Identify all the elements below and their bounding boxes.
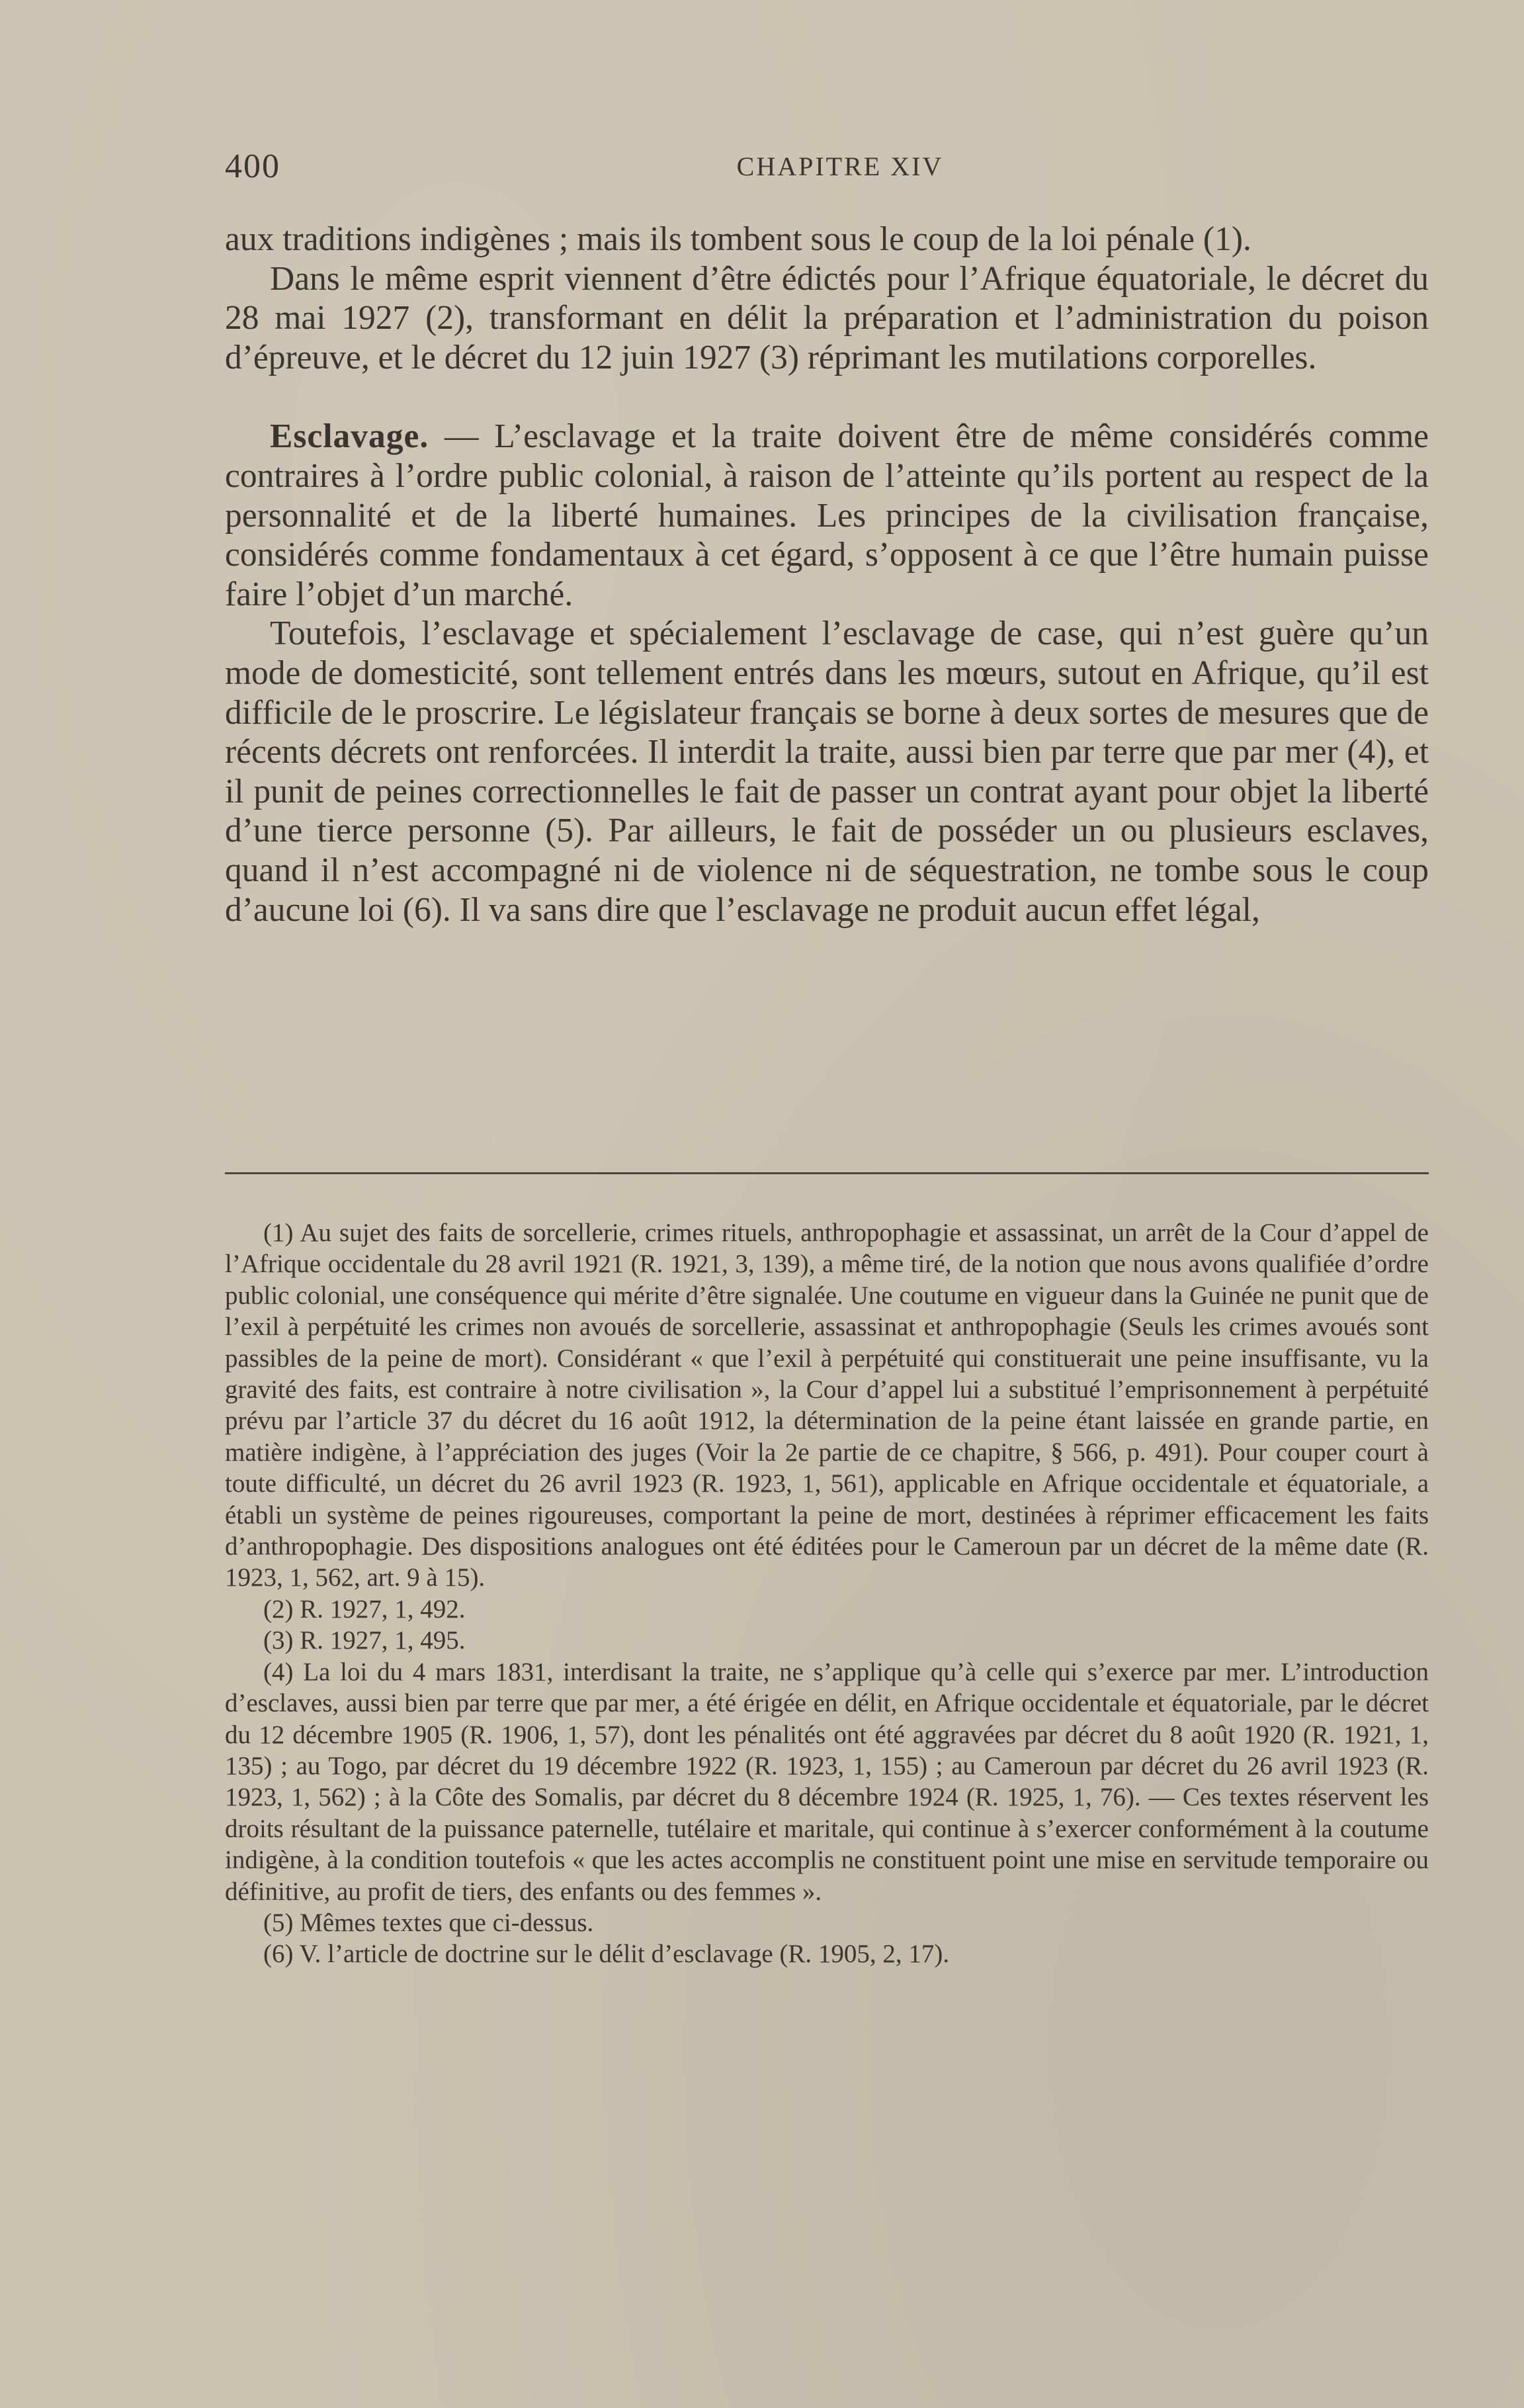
footnote-6: (6) V. l’article de doctrine sur le délit d’esclavage (R. 1905, 2, 17). — [263, 1940, 950, 1969]
footnote-2: (2) R. 1927, 1, 492. — [263, 1594, 466, 1623]
footnote-5: (5) Mêmes textes que ci-dessus. — [263, 1908, 594, 1937]
page-number: 400 — [225, 148, 280, 185]
section-heading-esclavage: Esclavage. — [270, 417, 429, 456]
main-text — [225, 220, 1429, 929]
running-title: CHAPITRE XIV — [736, 151, 944, 181]
footnote-3: (3) R. 1927, 1, 495. — [263, 1626, 466, 1655]
paragraph-esclavage-text: — L’esclavage et la traite doivent être de même considérés comme contraires à l’ordre public colonial, à raison de l’atteinte qu’ils portent au respect de la personnalité et de la liberté humaines. Les principes de la civilisation française, considérés comme fondamentaux à cet égard, s’opposent à ce que l’être humain puisse faire l’objet d’un marché. — [225, 417, 1429, 613]
paragraph-esclavage — [225, 417, 1429, 614]
footnote-4: (4) La loi du 4 mars 1831, interdisant la traite, ne s’applique qu’à celle qui s’exerce par mer. L’introduction d’esclaves, aussi bien par terre que par mer, a été érigée en délit, en Afrique occidentale et équatoriale, par le décret du 12 décembre 1905 (R. 1906, 1, 57), dont les pénalités ont été aggravées par décret du 8 août 1920 (R. 1921, 1, 135) ; au Togo, par décret du 19 décembre 1922 (R. 1923, 1, 155) ; au Cameroun par décret du 26 avril 1923 (R. 1923, 1, 562) ; à la Côte des Somalis, par décret du 8 décembre 1924 (R. 1925, 1, 76). — Ces textes réservent les droits résultant de la puissance paternelle, tutélaire et maritale, qui continue à s’exercer conformément à la coutume indigène, à la condition toutefois « que les actes accomplis ne constituent point une mise en servitude temporaire ou définitive, au profit de tiers, des enfants ou des femmes ». — [225, 1657, 1429, 1906]
page-header — [225, 147, 1429, 200]
footnotes — [225, 1217, 1429, 1970]
paragraph-equatorial-decrees: Dans le même esprit viennent d’être édictés pour l’Afrique équatoriale, le décret du 28 mai 1927 (2), transformant en délit la préparation et l’administration du poison d’épreuve, et le décret du 12 juin 1927 (3) réprimant les mutilations corporelles. — [225, 259, 1429, 376]
paragraph-continuation: aux traditions indigènes ; mais ils tombent sous le coup de la loi pénale (1). — [225, 220, 1251, 258]
footnote-1: (1) Au sujet des faits de sorcellerie, crimes rituels, anthropophagie et assassinat, un arrêt de la Cour d’appel de l’Afrique occidentale du 28 avril 1921 (R. 1921, 3, 139), a même tiré, de la notion que nous avons qualifiée d’ordre public colonial, une conséquence qui mérite d’être signalée. Une coutume en vigueur dans la Guinée ne punit que de l’exil à perpétuité les crimes non avoués de sorcellerie, assassinat et anthropophagie (Seuls les crimes avoués sont passibles de la peine de mort). Considérant « que l’exil à perpétuité qui constituerait une peine insuffisante, vu la gravité des faits, est contraire à notre civilisation », la Cour d’appel lui a substitué l’emprisonnement à perpétuité prévu par l’article 37 du décret du 16 août 1912, la détermination de la peine étant laissée en grande partie, en matière indigène, à l’appréciation des juges (Voir la 2e partie de ce chapitre, § 566, p. 491). Pour couper court à toute difficulté, un décret du 26 avril 1923 (R. 1923, 1, 561), applicable en Afrique occidentale et équatoriale, a établi un système de peines rigoureuses, comportant la peine de mort, destinées à réprimer efficacement les faits d’anthropophagie. Des dispositions analogues ont été éditées pour le Cameroun par un décret de la même date (R. 1923, 1, 562, art. 9 à 15). — [225, 1219, 1429, 1592]
footnote-separator — [225, 1172, 1429, 1174]
paragraph-toutefois: Toutefois, l’esclavage et spécialement l’esclavage de case, qui n’est guère qu’un mode de domesticité, sont tellement entrés dans les mœurs, sutout en Afrique, qu’il est difficile de le proscrire. Le législateur français se borne à deux sortes de mesures que de récents décrets ont renforcées. Il interdit la traite, aussi bien par terre que par mer (4), et il punit de peines correctionnelles le fait de passer un contrat ayant pour objet la liberté d’une tierce personne (5). Par ailleurs, le fait de posséder un ou plusieurs esclaves, quand il n’est accompagné ni de violence ni de séquestration, ne tombe sous le coup d’aucune loi (6). Il va sans dire que l’esclavage ne produit aucun effet légal, — [225, 615, 1429, 929]
